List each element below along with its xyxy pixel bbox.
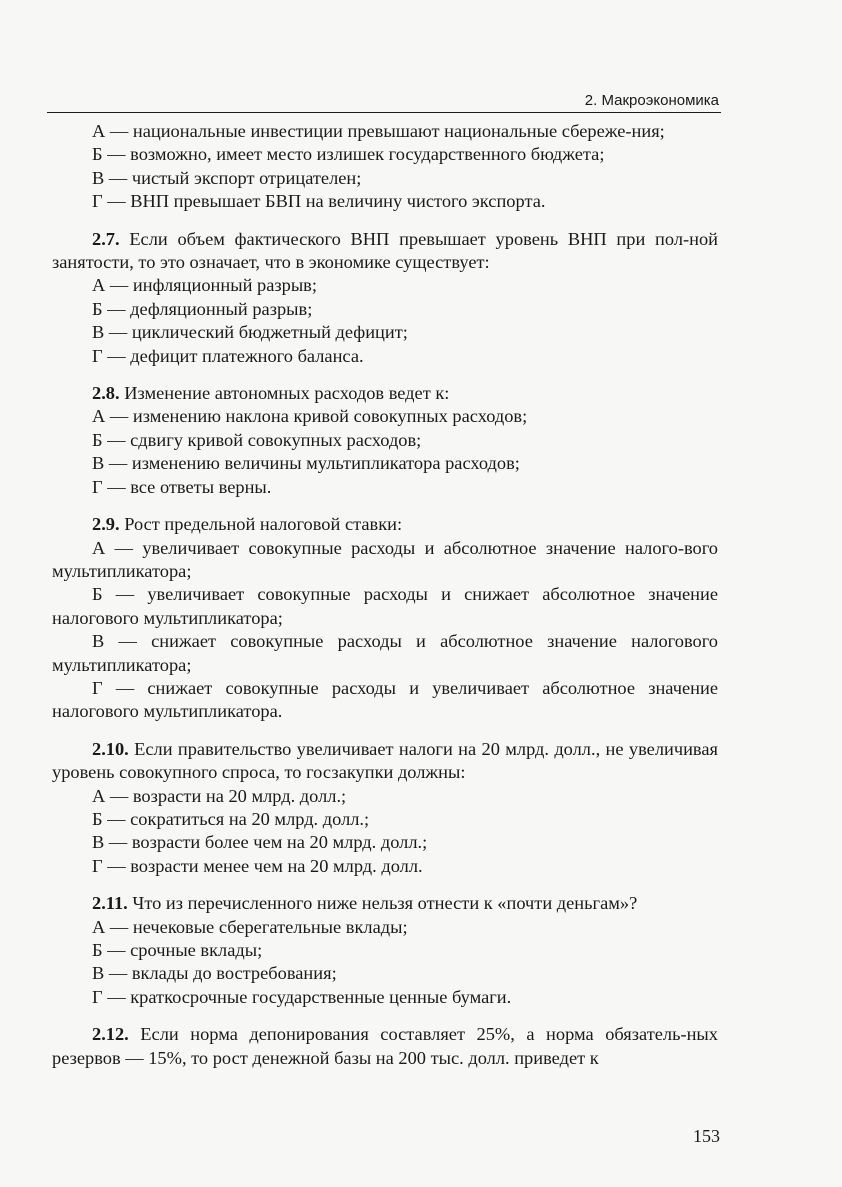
option-line: Б — сдвигу кривой совокупных расходов; <box>92 429 422 450</box>
option-line: В — возрасти более чем на 20 млрд. долл.; <box>92 832 428 853</box>
question-2-9 <box>52 513 718 724</box>
question-number: 2.11. <box>92 893 128 914</box>
option-line: Г — возрасти менее чем на 20 млрд. долл. <box>92 855 423 876</box>
option-line: А — нечековые сберегательные вклады; <box>92 916 408 937</box>
option-line: А — возрасти на 20 млрд. долл.; <box>92 785 347 806</box>
option-line: Г — дефицит платежного баланса. <box>92 345 364 366</box>
header-rule <box>47 112 721 113</box>
question-2-8 <box>52 382 718 499</box>
question-number: 2.9. <box>92 514 120 535</box>
option-line: Б — дефляционный разрыв; <box>92 298 313 319</box>
option-line: Б — срочные вклады; <box>92 940 263 960</box>
option-line: В — чистый экспорт отрицателен; <box>92 167 362 188</box>
question-number: 2.8. <box>92 383 120 404</box>
question-2-7 <box>52 228 718 368</box>
option-line: В — изменению величины мультипликатора расходов; <box>92 453 520 474</box>
question-text: 2.11. Что из перечисленного ниже нельзя отнести к «почти деньгам»? <box>92 893 638 914</box>
option-line: В — снижает совокупные расходы и абсолютное значение налогового мультипликатора; <box>52 631 718 675</box>
option-line: В — циклический бюджетный дефицит; <box>92 322 408 343</box>
question-text: 2.8. Изменение автономных расходов ведет к: <box>92 383 450 404</box>
option-line: А — изменению наклона кривой совокупных расходов; <box>92 406 528 427</box>
question-number: 2.7. <box>92 228 120 249</box>
question-text: 2.12. Если норма депонирования составляет 25%, а норма обязатель-ных резервов — 15%, то рост денежной базы на 200 тыс. долл. приведет к <box>52 1024 718 1068</box>
question-text: 2.10. Если правительство увеличивает налоги на 20 млрд. долл., не увеличивая уровень совокупного спроса, то госзакупки должны: <box>52 738 718 783</box>
option-line: Г — все ответы верны. <box>92 476 272 497</box>
option-line: Г — ВНП превышает БВП на величину чистого экспорта. <box>92 191 546 212</box>
intro-options <box>52 120 718 214</box>
option-line: В — вклады до востребования; <box>92 963 337 984</box>
option-line: Г — снижает совокупные расходы и увеличивает абсолютное значение налогового мультипликатора. <box>52 677 718 722</box>
option-line: А — национальные инвестиции превышают национальные сбереже-ния; <box>92 121 665 141</box>
option-line: Б — увеличивает совокупные расходы и снижает абсолютное значение налогового мультипликатора; <box>52 584 718 628</box>
question-text: 2.9. Рост предельной налоговой ставки: <box>92 514 403 535</box>
running-header: 2. Макроэкономика <box>584 92 719 109</box>
option-line: Б — сократиться на 20 млрд. долл.; <box>92 808 370 829</box>
option-line: Б — возможно, имеет место излишек государственного бюджета; <box>92 144 605 165</box>
page-body <box>52 120 718 1070</box>
option-line: А — инфляционный разрыв; <box>92 275 317 296</box>
question-2-11 <box>52 892 718 1009</box>
question-2-10 <box>52 738 718 878</box>
option-line: А — увеличивает совокупные расходы и абсолютное значение налого-вого мультипликатора; <box>52 537 718 581</box>
option-line: Г — краткосрочные государственные ценные бумаги. <box>92 986 512 1007</box>
question-2-12 <box>52 1023 718 1070</box>
page-number: 153 <box>693 1126 720 1146</box>
question-text: 2.7. Если объем фактического ВНП превышает уровень ВНП при пол-ной занятости, то это означает, что в экономике существует: <box>52 228 718 273</box>
question-number: 2.10. <box>92 738 129 759</box>
question-number: 2.12. <box>92 1024 129 1045</box>
